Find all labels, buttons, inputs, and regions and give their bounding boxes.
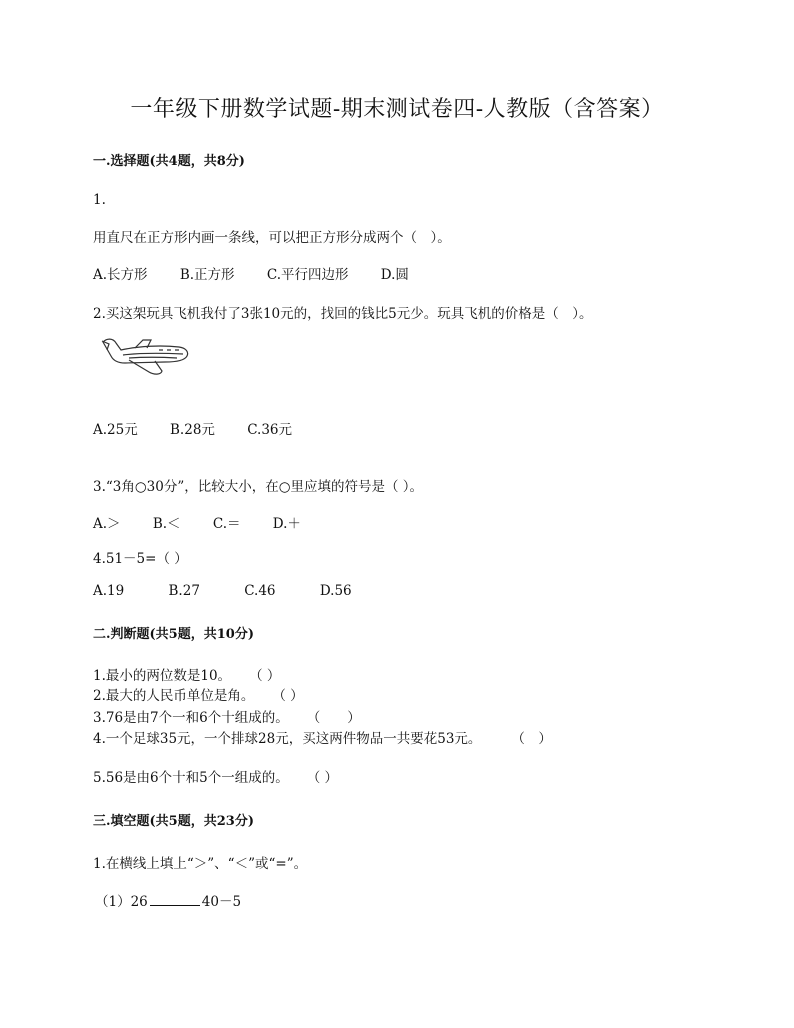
fill-q1-sub1-label: （1）26 — [95, 894, 148, 910]
judge-item-1-text: 1.最小的两位数是10。 — [93, 668, 232, 684]
q3-option-b: B.＜ — [152, 516, 181, 532]
q1-option-a: A.长方形 — [93, 267, 148, 283]
q1-number: 1. — [93, 192, 106, 208]
judge-item-2-paren: （ ） — [272, 688, 304, 704]
judge-item-1-paren: （ ） — [249, 668, 281, 684]
judge-item-4-paren: （ ） — [511, 731, 552, 747]
q3-options — [93, 512, 329, 532]
judge-item-2-text: 2.最大的人民币单位是角。 — [93, 688, 255, 704]
judge-item-3 — [93, 706, 361, 726]
page-title: 一年级下册数学试题-期末测试卷四-人教版（含答案） — [130, 97, 664, 122]
q2-option-c: C.36元 — [247, 422, 293, 438]
q4-text: 4.51－5=（ ） — [93, 551, 188, 567]
q3-option-c: C.＝ — [212, 516, 241, 532]
q2-options — [93, 418, 320, 438]
q4-option-b: B.27 — [168, 583, 200, 599]
judge-item-5 — [93, 766, 338, 786]
judge-item-1 — [93, 664, 280, 684]
fill-q1-text: 1.在横线上填上“＞”、“＜”或“=”。 — [93, 856, 308, 872]
judge-item-3-text: 3.76是由7个一和6个十组成的。 — [93, 710, 289, 726]
q1-option-d: D.圆 — [380, 267, 409, 283]
q2-text: 2.买这架玩具飞机我付了3张10元的，找回的钱比5元少。玩具飞机的价格是（ ）。 — [93, 306, 593, 322]
q1-text: 用直尺在正方形内画一条线，可以把正方形分成两个（ ）。 — [93, 230, 451, 246]
q3-option-d: D.＋ — [272, 516, 301, 532]
judge-item-5-text: 5.56是由6个十和5个一组成的。 — [93, 770, 289, 786]
fill-q1-sub1-rest: 40－5 — [201, 894, 242, 910]
judge-item-2 — [93, 684, 304, 704]
q4-option-a: A.19 — [93, 583, 125, 599]
section-3-heading: 三.填空题(共5题，共23分) — [93, 814, 254, 829]
judge-item-3-paren: （ ） — [306, 710, 361, 726]
q1-option-b: B.正方形 — [179, 267, 235, 283]
q4-option-c: C.46 — [244, 583, 276, 599]
fill-blank-line[interactable] — [150, 893, 200, 906]
toy-airplane-icon — [99, 334, 191, 380]
q1-option-c: C.平行四边形 — [266, 267, 349, 283]
q4-option-d: D.56 — [319, 583, 352, 599]
judge-item-4 — [93, 727, 552, 747]
q2-option-b: B.28元 — [170, 422, 215, 438]
q4-options — [93, 583, 380, 599]
q3-text: 3.“3角○30分”，比较大小，在○里应填的符号是（ ）。 — [93, 479, 424, 495]
q2-option-a: A.25元 — [93, 422, 138, 438]
judge-item-4-text: 4.一个足球35元，一个排球28元，买这两件物品一共要花53元。 — [93, 731, 482, 747]
section-1-heading: 一.选择题(共4题，共8分) — [93, 154, 245, 169]
section-2-heading: 二.判断题(共5题，共10分) — [93, 627, 254, 642]
fill-q1-sub1 — [95, 890, 241, 910]
q1-options — [93, 263, 437, 283]
q3-option-a: A.＞ — [93, 516, 121, 532]
judge-item-5-paren: （ ） — [306, 770, 339, 786]
